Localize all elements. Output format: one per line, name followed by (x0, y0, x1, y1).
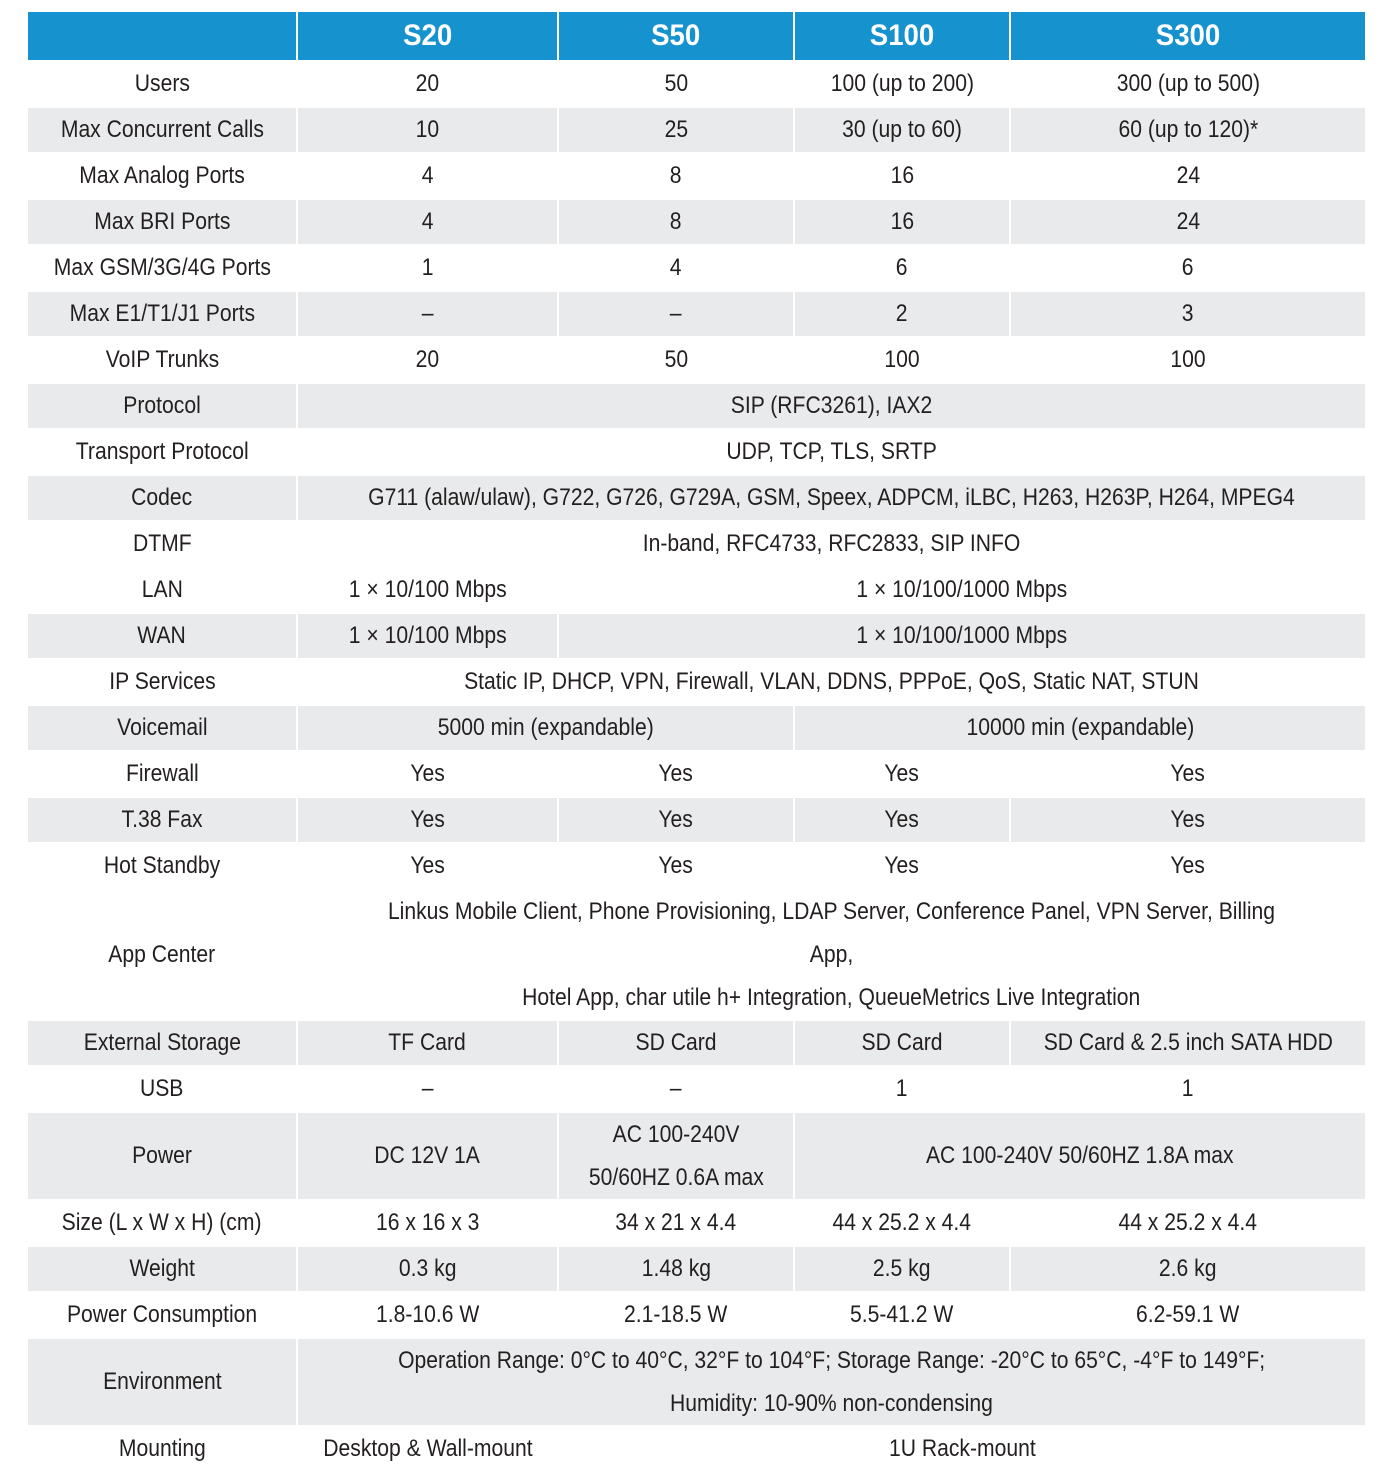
row-label: IP Services (28, 659, 297, 705)
cell-s100: Yes (794, 843, 1010, 889)
row-weight (28, 1246, 1365, 1292)
row-voicemail (28, 705, 1365, 751)
environment-line-1: Operation Range: 0°C to 40°C, 32°F to 104°F; Storage Range: -20°C to 65°C, -4°F to 149°F; (397, 1347, 1266, 1374)
cell-s50: SD Card (558, 1020, 794, 1066)
cell-all-models (297, 1338, 1365, 1426)
cell-s300: 24 (1010, 153, 1365, 199)
row-label: Voicemail (28, 705, 297, 751)
row-label: WAN (28, 613, 297, 659)
cell-all-models: UDP, TCP, TLS, SRTP (297, 429, 1365, 475)
cell-s300: SD Card & 2.5 inch SATA HDD (1010, 1020, 1365, 1066)
row-label: T.38 Fax (28, 797, 297, 843)
cell-s100: 16 (794, 199, 1010, 245)
cell-all-models (297, 889, 1365, 1020)
cell-s300: 60 (up to 120)* (1010, 107, 1365, 153)
cell-s100: SD Card (794, 1020, 1010, 1066)
row-codec (28, 475, 1365, 521)
spec-comparison-table (28, 12, 1365, 1473)
cell-s50: 50 (558, 61, 794, 107)
cell-s300: 100 (1010, 337, 1365, 383)
cell-s20: 20 (297, 337, 558, 383)
row-label: Power Consumption (28, 1292, 297, 1338)
row-environment (28, 1338, 1365, 1426)
cell-all-models: Static IP, DHCP, VPN, Firewall, VLAN, DDNS, PPPoE, QoS, Static NAT, STUN (297, 659, 1365, 705)
cell-s20: 20 (297, 61, 558, 107)
row-max-analog-ports (28, 153, 1365, 199)
cell-s300: 6 (1010, 245, 1365, 291)
row-protocol (28, 383, 1365, 429)
row-size (28, 1200, 1365, 1246)
row-max-concurrent-calls (28, 107, 1365, 153)
app-center-line-2: Hotel App, char utile h+ Integration, QueueMetrics Live Integration (522, 984, 1141, 1011)
cell-s20: 0.3 kg (297, 1246, 558, 1292)
cell-s300: Yes (1010, 797, 1365, 843)
row-label: VoIP Trunks (28, 337, 297, 383)
cell-s20: 4 (297, 199, 558, 245)
cell-s300: 6.2-59.1 W (1010, 1292, 1365, 1338)
cell-s20: 1.8-10.6 W (297, 1292, 558, 1338)
row-firewall (28, 751, 1365, 797)
cell-s100: 6 (794, 245, 1010, 291)
cell-s100: 1 (794, 1066, 1010, 1112)
row-label: LAN (28, 567, 297, 613)
header-s20: S20 (297, 12, 558, 61)
header-corner (28, 12, 297, 61)
row-label: Codec (28, 475, 297, 521)
cell-s50: – (558, 1066, 794, 1112)
row-app-center (28, 889, 1365, 1020)
cell-s50: 25 (558, 107, 794, 153)
cell-s50: 50 (558, 337, 794, 383)
row-label: Mounting (28, 1426, 297, 1472)
row-label: Size (L x W x H) (cm) (28, 1200, 297, 1246)
cell-s20: TF Card (297, 1020, 558, 1066)
cell-s20: 4 (297, 153, 558, 199)
environment-line-2: Humidity: 10-90% non-condensing (670, 1390, 993, 1417)
cell-s50: 34 x 21 x 4.4 (558, 1200, 794, 1246)
row-label: Max GSM/3G/4G Ports (28, 245, 297, 291)
cell-s20: DC 12V 1A (297, 1112, 558, 1200)
cell-s100: 16 (794, 153, 1010, 199)
row-users (28, 61, 1365, 107)
header-s100: S100 (794, 12, 1010, 61)
cell-all-models: G711 (alaw/ulaw), G722, G726, G729A, GSM, Speex, ADPCM, iLBC, H263, H263P, H264, MPEG4 (297, 475, 1365, 521)
row-mounting (28, 1426, 1365, 1472)
row-label: Max BRI Ports (28, 199, 297, 245)
row-external-storage (28, 1020, 1365, 1066)
row-label: Users (28, 61, 297, 107)
cell-s50: 8 (558, 199, 794, 245)
cell-s100: 5.5-41.2 W (794, 1292, 1010, 1338)
row-label: Max E1/T1/J1 Ports (28, 291, 297, 337)
row-lan (28, 567, 1365, 613)
cell-s20: 10 (297, 107, 558, 153)
cell-s100: 44 x 25.2 x 4.4 (794, 1200, 1010, 1246)
cell-s20: 1 × 10/100 Mbps (297, 567, 558, 613)
cell-s100: 2 (794, 291, 1010, 337)
cell-s50-s300: 1U Rack-mount (558, 1426, 1365, 1472)
cell-s100: 30 (up to 60) (794, 107, 1010, 153)
row-label: Max Concurrent Calls (28, 107, 297, 153)
row-max-gsm-ports (28, 245, 1365, 291)
row-label: Protocol (28, 383, 297, 429)
cell-s100-s300: AC 100-240V 50/60HZ 1.8A max (794, 1112, 1365, 1200)
cell-s50: Yes (558, 843, 794, 889)
cell-s50: 1.48 kg (558, 1246, 794, 1292)
row-max-bri-ports (28, 199, 1365, 245)
row-wan (28, 613, 1365, 659)
header-s50: S50 (558, 12, 794, 61)
cell-s300: 300 (up to 500) (1010, 61, 1365, 107)
cell-s50: 4 (558, 245, 794, 291)
cell-s50: 8 (558, 153, 794, 199)
row-label: USB (28, 1066, 297, 1112)
row-usb (28, 1066, 1365, 1112)
row-label: Firewall (28, 751, 297, 797)
cell-s50-s300: 1 × 10/100/1000 Mbps (558, 567, 1365, 613)
cell-s50: 2.1-18.5 W (558, 1292, 794, 1338)
power-s50-line-2: 50/60HZ 0.6A max (588, 1164, 764, 1191)
cell-s20: Yes (297, 797, 558, 843)
row-ip-services (28, 659, 1365, 705)
cell-s20: Yes (297, 751, 558, 797)
cell-s300: 2.6 kg (1010, 1246, 1365, 1292)
header-s300: S300 (1010, 12, 1365, 61)
power-s50-line-1: AC 100-240V (612, 1121, 740, 1148)
cell-s50: Yes (558, 751, 794, 797)
cell-s300: 1 (1010, 1066, 1365, 1112)
cell-s100: Yes (794, 797, 1010, 843)
cell-s100: 2.5 kg (794, 1246, 1010, 1292)
row-transport-protocol (28, 429, 1365, 475)
row-label: Environment (28, 1338, 297, 1426)
row-label: Weight (28, 1246, 297, 1292)
cell-s20: 1 (297, 245, 558, 291)
row-label: App Center (28, 889, 297, 1020)
row-label: Max Analog Ports (28, 153, 297, 199)
cell-s20: Yes (297, 843, 558, 889)
cell-s300: 24 (1010, 199, 1365, 245)
cell-s100: 100 (794, 337, 1010, 383)
cell-s100: Yes (794, 751, 1010, 797)
row-power-consumption (28, 1292, 1365, 1338)
cell-s300: 44 x 25.2 x 4.4 (1010, 1200, 1365, 1246)
cell-s20: Desktop & Wall-mount (297, 1426, 558, 1472)
row-label: External Storage (28, 1020, 297, 1066)
row-hot-standby (28, 843, 1365, 889)
cell-s20-s50: 5000 min (expandable) (297, 705, 794, 751)
row-label: Transport Protocol (28, 429, 297, 475)
row-dtmf (28, 521, 1365, 567)
cell-s100: 100 (up to 200) (794, 61, 1010, 107)
cell-all-models: SIP (RFC3261), IAX2 (297, 383, 1365, 429)
row-label: DTMF (28, 521, 297, 567)
cell-s20: – (297, 1066, 558, 1112)
cell-s20: – (297, 291, 558, 337)
cell-s50: – (558, 291, 794, 337)
row-max-e1-ports (28, 291, 1365, 337)
row-label: Power (28, 1112, 297, 1200)
cell-s20: 16 x 16 x 3 (297, 1200, 558, 1246)
row-voip-trunks (28, 337, 1365, 383)
cell-s50: Yes (558, 797, 794, 843)
row-label: Hot Standby (28, 843, 297, 889)
cell-all-models: In-band, RFC4733, RFC2833, SIP INFO (297, 521, 1365, 567)
header-row (28, 12, 1365, 61)
cell-s50 (558, 1112, 794, 1200)
cell-s300: 3 (1010, 291, 1365, 337)
cell-s300: Yes (1010, 843, 1365, 889)
cell-s100-s300: 10000 min (expandable) (794, 705, 1365, 751)
row-t38-fax (28, 797, 1365, 843)
app-center-line-1: Linkus Mobile Client, Phone Provisioning, LDAP Server, Conference Panel, VPN Server, Billing App, (387, 898, 1276, 968)
cell-s50-s300: 1 × 10/100/1000 Mbps (558, 613, 1365, 659)
cell-s20: 1 × 10/100 Mbps (297, 613, 558, 659)
row-power (28, 1112, 1365, 1200)
cell-s300: Yes (1010, 751, 1365, 797)
